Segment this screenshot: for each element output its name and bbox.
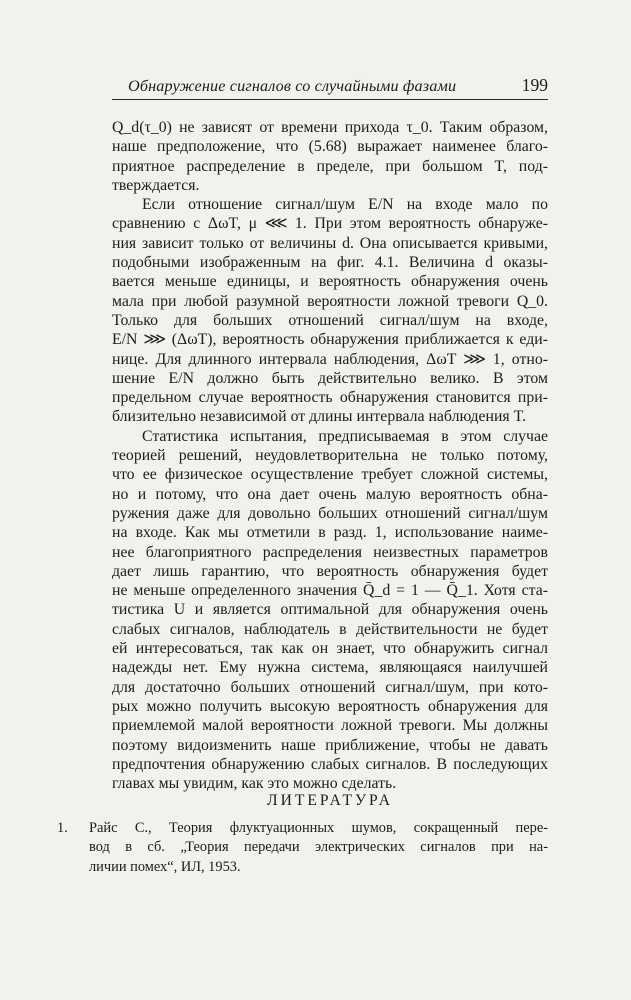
text-line: ния зависит только от величины d. Она описывается кривыми,	[112, 234, 548, 252]
references-list	[57, 819, 548, 877]
text-line: нее благоприятного распределения неизвестных параметров	[112, 543, 548, 561]
paragraph	[112, 118, 548, 195]
text-line: подобными изображенным на фиг. 4.1. Величина d оказы-	[112, 254, 548, 272]
text-line: Только для больших отношений сигнал/шум на входе,	[112, 311, 548, 329]
text-line: мала при любой разумной вероятности ложной тревоги Q_0.	[112, 292, 548, 310]
text-line: для достаточно больших отношений сигнал/шум, при кото-	[112, 678, 548, 696]
reference-number: 1.	[57, 820, 68, 836]
text-line: тверждается.	[112, 176, 200, 194]
text-line: сравнению с ΔωT, μ ⋘ 1. При этом вероятность обнаруже-	[112, 215, 548, 233]
text-line: теорией решений, неудовлетворительна не только потому,	[112, 447, 548, 465]
page-number: 199	[521, 75, 548, 95]
reference-line: Райс С., Теория флуктуационных шумов, сокращенный пере-	[89, 820, 548, 836]
text-line: но и потому, что она дает очень малую вероятность обна-	[112, 485, 548, 503]
references-heading: ЛИТЕРАТУРА	[267, 792, 393, 809]
text-line: тистика U и является оптимальной для обнаружения очень	[112, 601, 548, 619]
text-line: вается меньше единицы, и вероятность обнаружения очень	[112, 273, 548, 291]
text-line: главах мы увидим, как это можно сделать.	[112, 775, 397, 793]
text-line: E/N ⋙ (ΔωT), вероятность обнаружения приближается к еди-	[112, 331, 548, 349]
text-line: шение E/N должно быть действительно велико. В этом	[112, 369, 548, 387]
text-line: Если отношение сигнал/шум E/N на входе мало по	[142, 196, 548, 214]
text-line: дает лишь гарантию, что вероятность обнаружения будет	[112, 562, 548, 580]
paragraph	[112, 427, 548, 794]
body-text	[112, 118, 548, 793]
text-line: Статистика испытания, предписываемая в этом случае	[142, 427, 548, 445]
text-line: ей интересоваться, так как он знает, что обнаружить сигнал	[112, 640, 548, 658]
text-line: слабых сигналов, наблюдатель в действительности не будет	[112, 620, 548, 638]
text-line: близительно независимой от длины интервала наблюдения T.	[112, 408, 527, 426]
running-header	[112, 73, 548, 100]
text-line: рых можно получить высокую вероятность обнаружения для	[112, 697, 548, 715]
text-line: наше предположение, что (5.68) выражает наименее благо-	[112, 138, 548, 156]
text-line: что ее физическое осуществление требует сложной системы,	[112, 466, 548, 484]
paragraph	[112, 195, 548, 427]
reference-item	[57, 819, 548, 877]
text-line: поэтому видоизменить наше приближение, чтобы не давать	[112, 736, 548, 754]
text-line: предпочтения обнаружению слабых сигналов. В последующих	[112, 755, 548, 773]
text-line: нице. Для длинного интервала наблюдения, ΔωT ⋙ 1, отно-	[112, 350, 548, 368]
reference-line: личии помех“, ИЛ, 1953.	[89, 858, 241, 875]
running-title: Обнаружение сигналов со случайными фазами	[128, 77, 457, 95]
text-line: приятное распределение в пределе, при большом T, под-	[112, 157, 548, 175]
text-line: надежды нет. Ему нужна система, являющаяся наилучшей	[112, 659, 548, 677]
text-line: не меньше определенного значения Q̄_d = 1 — Q̄_1. Хотя ста-	[112, 582, 548, 600]
text-line: предельном случае вероятность обнаружения становится при-	[112, 389, 548, 407]
reference-line: вод в сб. „Теория передачи электрических сигналов при на-	[89, 839, 548, 856]
text-line: Q_d(τ_0) не зависят от времени прихода τ_0. Таким образом,	[112, 119, 548, 136]
text-line: приемлемой малой вероятности ложной тревоги. Мы должны	[112, 717, 548, 735]
text-line: ружения даже для довольно больших отношений сигнал/шум	[112, 504, 548, 522]
text-line: на входе. Как мы отметили в разд. 1, использование наиме-	[112, 524, 548, 542]
